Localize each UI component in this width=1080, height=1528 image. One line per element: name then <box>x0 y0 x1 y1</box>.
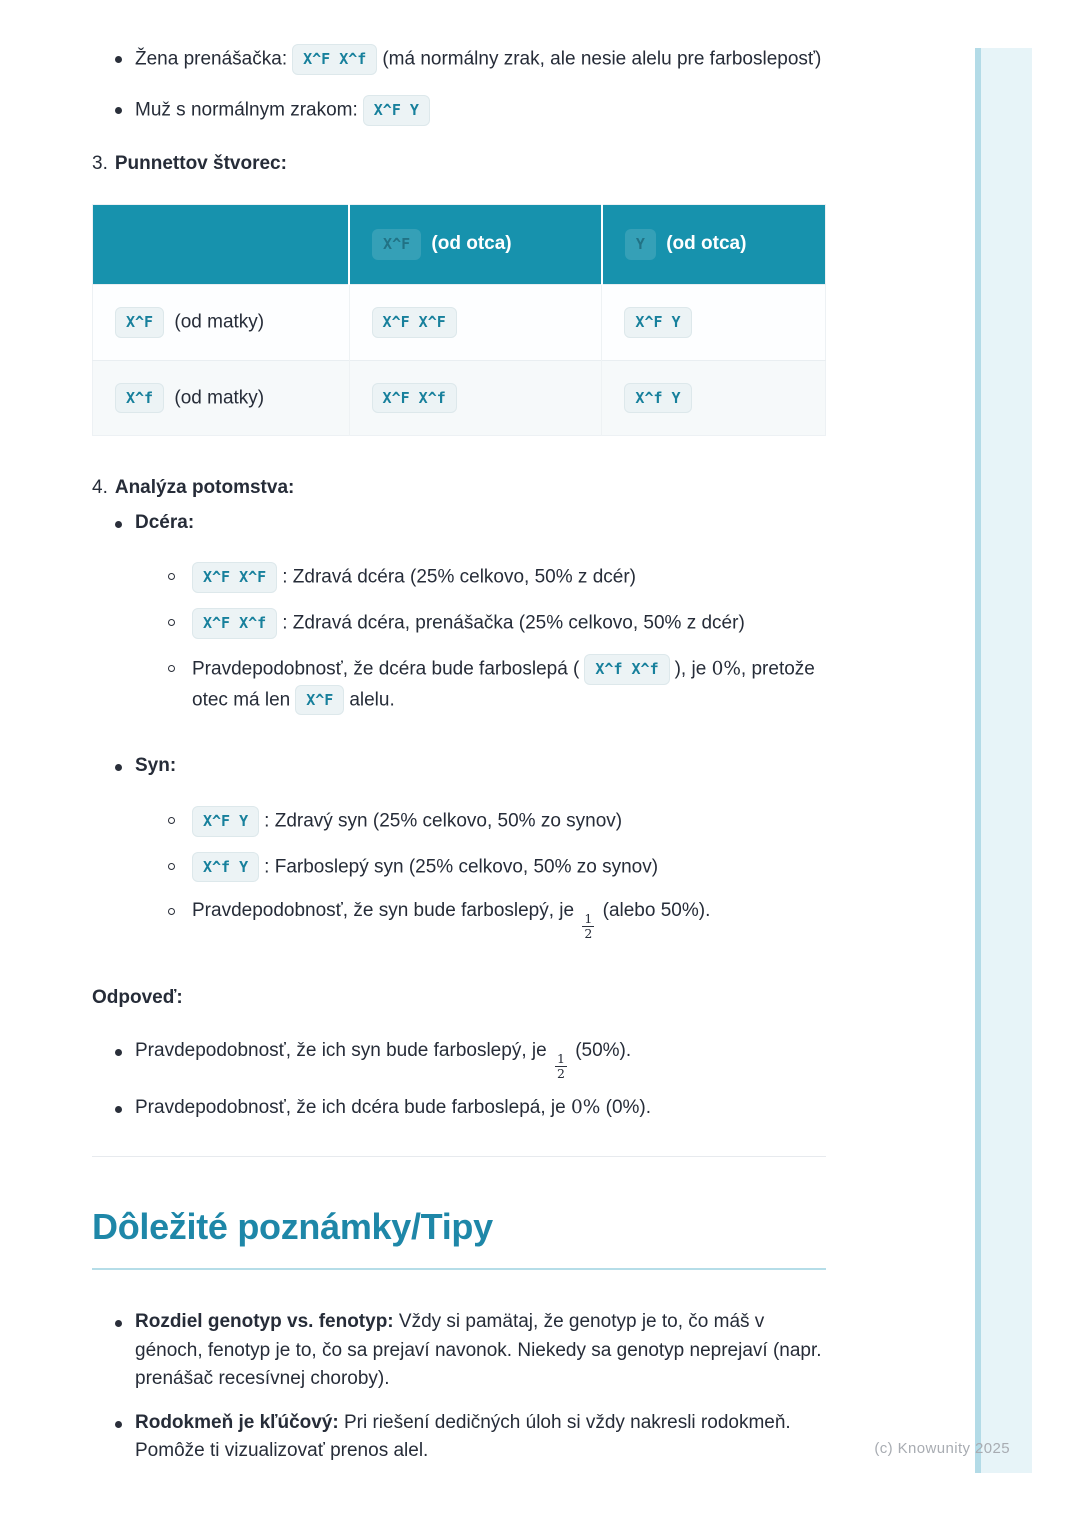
section-heading-tips: Dôležité poznámky/Tipy <box>92 1205 826 1270</box>
tip-label: Rozdiel genotyp vs. fenotyp: <box>135 1311 394 1333</box>
bullet-icon <box>115 56 122 63</box>
inline-code-chip: Y <box>625 229 656 260</box>
fraction-one-half: $\frac{1}{2}$ <box>584 911 593 942</box>
numbered-heading-punnett <box>92 150 826 179</box>
copyright-note: (c) Knowunity 2025 <box>874 1440 1010 1457</box>
row-header-cell <box>93 360 350 436</box>
table-header-cell <box>602 205 826 285</box>
bullet-text: (alebo 50%). <box>602 900 711 922</box>
tips-list <box>92 1308 826 1466</box>
bullet-text: alelu. <box>349 688 395 710</box>
table-cell <box>602 360 826 436</box>
list-item <box>135 654 826 716</box>
document-content <box>92 44 826 1481</box>
bullet-icon <box>115 1421 122 1428</box>
bullet-icon <box>115 764 122 771</box>
inline-code-chip: X^F X^f <box>292 44 377 75</box>
inline-code-chip: X^F <box>295 685 344 716</box>
list-item <box>135 562 826 593</box>
inline-code-chip: X^F Y <box>363 95 430 126</box>
bullet-text: : Zdravá dcéra (25% celkovo, 50% z dcér) <box>282 566 636 588</box>
inline-code-chip: X^f <box>115 383 164 414</box>
inline-code-chip: X^F Y <box>624 307 691 338</box>
tip-text: Vždy si pamätaj, že genotyp je to, čo máš v génoch, fenotyp je to, čo sa prejaví navonok. Niekedy sa genotyp neprejaví (napr. prenášač recesívnej choroby). <box>135 1311 822 1390</box>
inline-code-chip: X^F X^F <box>372 307 457 338</box>
group-label: Syn: <box>135 755 177 777</box>
bullet-text: Žena prenášačka: <box>135 48 288 70</box>
bullet-text: Pravdepodobnosť, že ich syn bude farboslepý, je <box>135 1039 547 1061</box>
bullet-text: Pravdepodobnosť, že ich dcéra bude farboslepá, je <box>135 1096 571 1118</box>
group-label: Dcéra: <box>135 511 195 533</box>
list-item-daughter <box>92 509 826 731</box>
list-item <box>92 1308 826 1394</box>
inline-code-chip: X^F Y <box>192 806 259 837</box>
list-item <box>135 608 826 639</box>
item-number: 3. <box>92 152 108 174</box>
cell-label: (od matky) <box>174 311 265 333</box>
inline-code-chip: X^f Y <box>192 852 259 883</box>
item-number: 4. <box>92 477 108 499</box>
list-item <box>92 95 826 126</box>
bullet-icon <box>115 1320 122 1327</box>
inline-code-chip: X^f Y <box>624 383 691 414</box>
row-header-cell <box>93 284 350 360</box>
inline-code-chip: X^F <box>115 307 164 338</box>
inline-code-chip: X^F <box>372 229 421 260</box>
bullet-icon <box>115 1106 122 1113</box>
bullet-text: Pravdepodobnosť, že syn bude farboslepý, je <box>192 900 575 922</box>
table-row <box>93 284 826 360</box>
table-cell <box>349 360 602 436</box>
circle-bullet-icon <box>168 573 175 580</box>
tip-text: Pri riešení dedičných úloh si vždy nakresli rodokmeň. Pomôže ti vizualizovať prenos alel. <box>135 1411 791 1462</box>
list-item <box>92 1094 826 1123</box>
circle-bullet-icon <box>168 665 175 672</box>
bullet-text: , pretože otec má len <box>192 658 815 710</box>
circle-bullet-icon <box>168 863 175 870</box>
bullet-text: Pravdepodobnosť, že dcéra bude farboslepá ( <box>192 658 580 680</box>
son-sub-list <box>135 806 826 941</box>
inline-code-chip: X^F X^F <box>192 562 277 593</box>
item-title: Analýza potomstva: <box>114 477 295 499</box>
table-cell <box>602 284 826 360</box>
bullet-text: (má normálny zrak, ale nesie alelu pre farbosleposť) <box>382 48 822 70</box>
inline-code-chip: X^f X^f <box>584 654 669 685</box>
table-header-cell <box>349 205 602 285</box>
circle-bullet-icon <box>168 619 175 626</box>
inline-code-chip: X^F X^f <box>372 383 457 414</box>
table-cell <box>349 284 602 360</box>
math-text: 0% <box>570 1096 601 1118</box>
answer-list <box>92 1037 826 1122</box>
circle-bullet-icon <box>168 908 175 915</box>
list-item <box>92 1409 826 1466</box>
bullet-text: (50%). <box>575 1039 632 1061</box>
genotype-intro-list <box>92 44 826 126</box>
list-item <box>92 1037 826 1081</box>
bullet-icon <box>115 1049 122 1056</box>
tip-label: Rodokmeň je kľúčový: <box>135 1411 339 1433</box>
bullet-icon <box>115 107 122 114</box>
header-label: (od otca) <box>431 233 512 255</box>
table-row <box>93 360 826 436</box>
table-header-row <box>93 205 826 285</box>
list-item-son <box>92 752 826 956</box>
side-highlight-bar <box>975 48 1032 1473</box>
math-text: 0% <box>711 658 741 680</box>
list-item <box>135 852 826 883</box>
numbered-heading-analysis <box>92 474 826 503</box>
header-label: (od otca) <box>666 233 747 255</box>
item-title: Punnettov štvorec: <box>114 152 287 174</box>
punnett-square-table <box>92 204 826 436</box>
daughter-sub-list <box>135 562 826 715</box>
inline-code-chip: X^F X^f <box>192 608 277 639</box>
circle-bullet-icon <box>168 817 175 824</box>
section-divider <box>92 1156 826 1157</box>
list-item <box>135 806 826 837</box>
list-item <box>135 897 826 941</box>
bullet-text: Muž s normálnym zrakom: <box>135 99 358 121</box>
bullet-icon <box>115 521 122 528</box>
bullet-text: : Farboslepý syn (25% celkovo, 50% zo synov) <box>264 855 659 877</box>
cell-label: (od matky) <box>174 386 265 408</box>
fraction-one-half: $\frac{1}{2}$ <box>556 1050 565 1081</box>
list-item <box>92 44 826 75</box>
answer-heading: Odpoveď: <box>92 987 183 1009</box>
bullet-text: ), je <box>674 658 712 680</box>
table-corner-cell <box>93 205 350 285</box>
analysis-list <box>92 509 826 956</box>
bullet-text: : Zdravý syn (25% celkovo, 50% zo synov) <box>264 810 623 832</box>
bullet-text: : Zdravá dcéra, prenášačka (25% celkovo, 50% z dcér) <box>282 612 745 634</box>
bullet-text: (0%). <box>600 1096 652 1118</box>
